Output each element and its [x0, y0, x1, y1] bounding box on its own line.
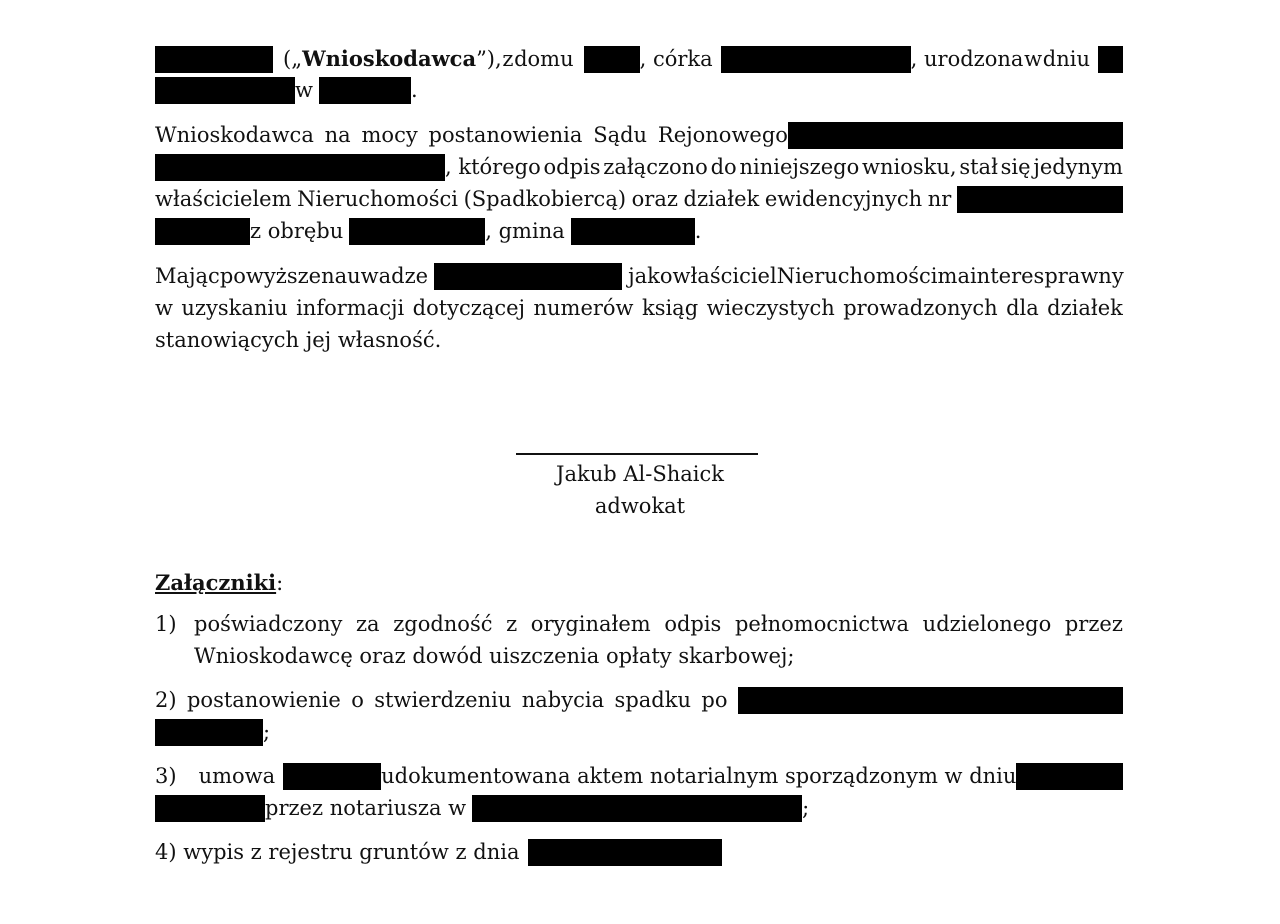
- attachment-item-3-line2: przez notariusza w ;: [155, 793, 1123, 823]
- para1-text: ”),: [476, 47, 502, 71]
- redaction-box: [155, 154, 445, 181]
- para1-word: , córka: [639, 47, 713, 71]
- para1-word: w: [1024, 47, 1043, 71]
- para3-line2: w uzyskaniu informacji dotyczącej numerów ksiąg wieczystych prowadzonych dla działek: [155, 296, 1123, 320]
- para1-word: w: [295, 78, 313, 102]
- redaction-box: [738, 687, 1123, 714]
- redaction-box: [1098, 46, 1123, 73]
- redaction-box: [721, 46, 911, 73]
- attachment-item-1-line2: Wnioskodawcę oraz dowód uiszczenia opłaty skarbowej;: [194, 644, 795, 668]
- redaction-box: [584, 46, 640, 73]
- redaction-box: [957, 186, 1123, 213]
- attachment-item-4: 4) wypis z rejestru gruntów z dnia: [155, 837, 1123, 867]
- redaction-box: [528, 839, 722, 866]
- attachments-heading: Załączniki:: [155, 570, 284, 595]
- redaction-box: [155, 719, 263, 746]
- para2-line4: z obrębu , gmina .: [155, 216, 1123, 246]
- redaction-box: [434, 263, 622, 290]
- para1-text: („: [283, 47, 303, 71]
- para1-word: dniu: [1042, 47, 1090, 71]
- redaction-box: [1016, 763, 1123, 790]
- redaction-box: [788, 122, 1123, 149]
- redaction-box: [571, 218, 695, 245]
- para2-line1: Wnioskodawca na mocy postanowienia Sądu Rejonowego: [155, 120, 1123, 150]
- redaction-box: [472, 795, 802, 822]
- para2-line2: , którego odpis załączono do niniejszego wniosku, stał się jedynym: [155, 152, 1123, 182]
- redaction-box: [155, 77, 295, 104]
- wnioskodawca-bold: Wnioskodawca: [302, 46, 477, 71]
- redaction-box: [155, 795, 265, 822]
- redaction-box: [283, 763, 381, 790]
- para1-line2: [155, 75, 1123, 105]
- para3-line3: stanowiących jej własność.: [155, 328, 442, 352]
- para2-line3: właścicielem Nieruchomości (Spadkobiercą) oraz działek ewidencyjnych nr: [155, 184, 1123, 214]
- para1-word: domu: [514, 47, 574, 71]
- attachment-item-3: 3) umowa udokumentowana aktem notarialnym sporządzonym w dniu: [155, 761, 1123, 791]
- redaction-box: [155, 46, 273, 73]
- para3-line1: Mając powyższe na uwadze jako właściciel Nieruchomości ma interes prawny: [155, 264, 1124, 288]
- para1-word: , urodzona: [910, 47, 1024, 71]
- redaction-box: [349, 218, 485, 245]
- para1-line1: [155, 44, 1123, 74]
- para1-word: z: [502, 47, 514, 71]
- attachments-heading-text: Załączniki: [155, 570, 277, 595]
- signature-line: [516, 453, 758, 455]
- redaction-box: [155, 218, 250, 245]
- attachment-item-2-line2: ;: [155, 717, 1123, 747]
- signature-name: Jakub Al-Shaick: [556, 462, 724, 486]
- attachment-item-1: 1) poświadczony za zgodność z oryginałem odpis pełnomocnictwa udzielonego przez: [155, 612, 1123, 636]
- signature-title: adwokat: [594, 494, 686, 518]
- attachment-item-2: 2) postanowienie o stwierdzeniu nabycia spadku po: [155, 685, 1123, 715]
- redaction-box: [319, 77, 411, 104]
- para1-word: .: [410, 78, 418, 102]
